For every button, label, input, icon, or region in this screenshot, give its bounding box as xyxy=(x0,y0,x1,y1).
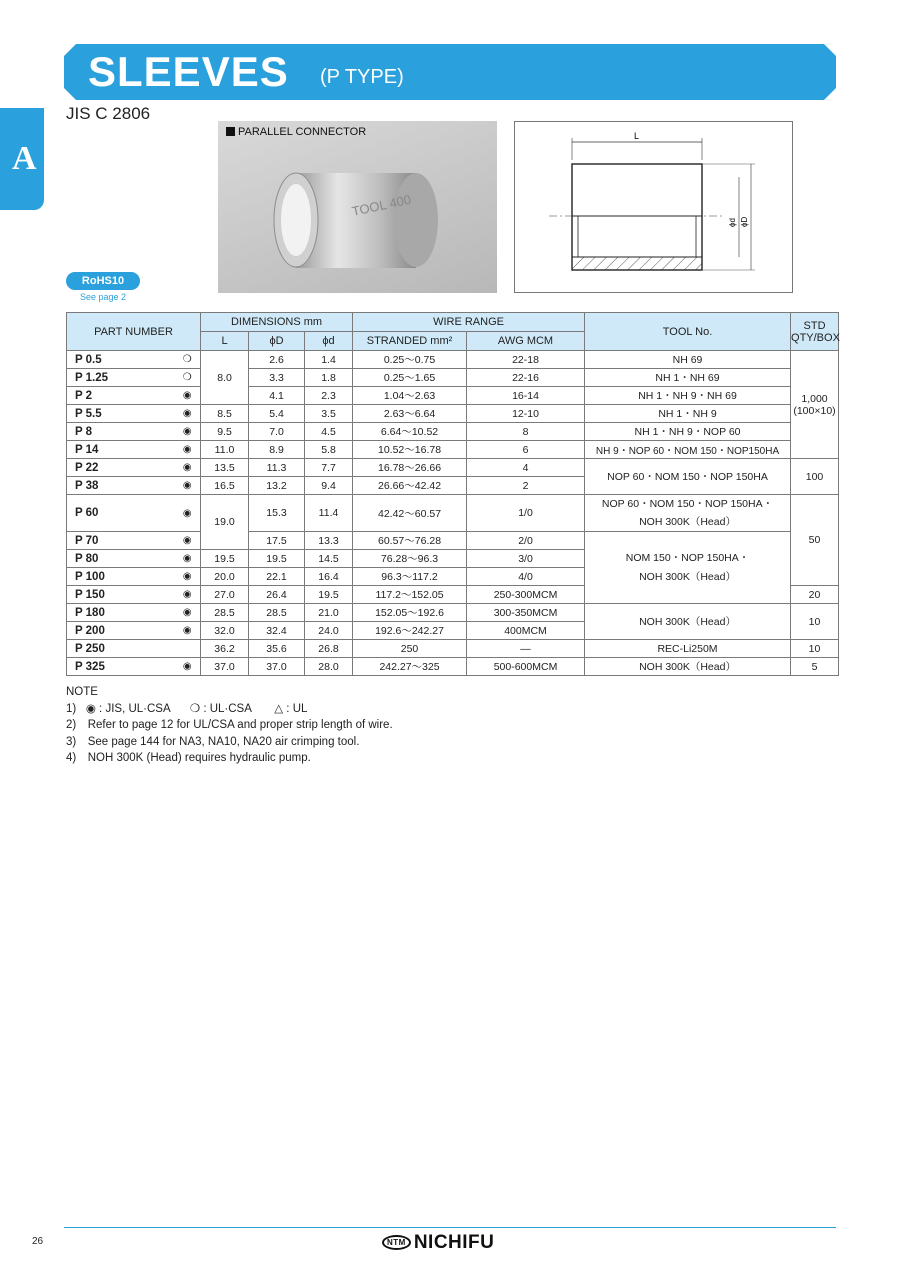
dim-L: 20.0 xyxy=(201,568,249,586)
dim-L: 19.0 xyxy=(201,495,249,550)
dim-d: 21.0 xyxy=(305,604,353,622)
part-number: P 2 xyxy=(67,387,175,405)
awg-range: 6 xyxy=(467,441,585,459)
page-number: 26 xyxy=(32,1236,44,1247)
header-awg: AWG MCM xyxy=(467,332,585,351)
std-qty: 50 xyxy=(791,495,839,586)
part-number: P 325 xyxy=(67,658,175,676)
awg-range: 2 xyxy=(467,477,585,495)
sleeve-photo-illustration xyxy=(218,121,497,293)
part-number: P 8 xyxy=(67,423,175,441)
part-number: P 80 xyxy=(67,550,175,568)
note-2: 2) Refer to page 12 for UL/CSA and proper strip length of wire. xyxy=(66,719,393,731)
photo-stamp-text: TOOL 400 xyxy=(350,191,413,219)
cert-mark: ◉ xyxy=(175,405,201,423)
std-qty: 20 xyxy=(791,586,839,604)
rohs-see-page: See page 2 xyxy=(80,292,127,302)
footer-divider xyxy=(64,1227,836,1228)
tool-number: NOH 300K（Head） xyxy=(585,604,791,640)
notes-section xyxy=(66,684,393,767)
brand-name: NICHIFU xyxy=(413,1232,495,1253)
tool-number: NOM 150・NOP 150HA・ xyxy=(625,551,750,564)
table-row xyxy=(67,351,839,369)
rohs-badge: RoHS10 xyxy=(66,272,140,290)
cert-mark: ◉ xyxy=(175,658,201,676)
tool-number: NH 1・NH 69 xyxy=(585,369,791,387)
awg-range: 12-10 xyxy=(467,405,585,423)
stranded-range: 192.6～242.27 xyxy=(353,622,467,640)
note-4: 4) NOH 300K (Head) requires hydraulic pump. xyxy=(66,752,311,764)
tool-number: NH 1・NH 9 xyxy=(585,405,791,423)
notes-title: NOTE xyxy=(66,686,98,698)
part-number: P 60 xyxy=(67,495,175,532)
tool-number-cell xyxy=(585,532,791,604)
cert-mark: ❍ xyxy=(175,351,201,369)
cert-mark: ◉ xyxy=(175,622,201,640)
dim-d: 7.7 xyxy=(305,459,353,477)
table-row xyxy=(67,532,839,550)
awg-range: 22-16 xyxy=(467,369,585,387)
dim-L: 8.5 xyxy=(201,405,249,423)
standard-label: JIS C 2806 xyxy=(66,104,151,123)
awg-range: 16-14 xyxy=(467,387,585,405)
cert-mark: ◉ xyxy=(175,495,201,532)
tool-number: NH 1・NH 9・NOP 60 xyxy=(585,423,791,441)
dim-L: 9.5 xyxy=(201,423,249,441)
dim-d: 24.0 xyxy=(305,622,353,640)
awg-range: 3/0 xyxy=(467,550,585,568)
tool-number: NH 1・NH 9・NH 69 xyxy=(585,387,791,405)
table-row xyxy=(67,640,839,658)
part-number: P 22 xyxy=(67,459,175,477)
part-number: P 150 xyxy=(67,586,175,604)
header-wire-range: WIRE RANGE xyxy=(353,313,585,332)
stranded-range: 2.63～6.64 xyxy=(353,405,467,423)
dim-D: 13.2 xyxy=(249,477,305,495)
cert-mark: ◉ xyxy=(175,441,201,459)
dim-d: 1.8 xyxy=(305,369,353,387)
stranded-range: 76.28～96.3 xyxy=(353,550,467,568)
cert-mark: ◉ xyxy=(175,586,201,604)
dim-d: 2.3 xyxy=(305,387,353,405)
tool-number: NOP 60・NOM 150・NOP 150HA xyxy=(585,459,791,495)
dim-L: 8.0 xyxy=(201,351,249,405)
awg-range: — xyxy=(467,640,585,658)
note-3: 3) See page 144 for NA3, NA10, NA20 air crimping tool. xyxy=(66,735,360,748)
part-number: P 70 xyxy=(67,532,175,550)
tool-number: NOH 300K（Head） xyxy=(585,658,791,676)
dim-D: 3.3 xyxy=(249,369,305,387)
product-photo xyxy=(218,121,497,293)
part-number: P 250 xyxy=(67,640,175,658)
stranded-range: 242.27～325 xyxy=(353,658,467,676)
table-row xyxy=(67,459,839,477)
part-number: P 38 xyxy=(67,477,175,495)
cert-mark: ◉ xyxy=(175,459,201,477)
table-row xyxy=(67,423,839,441)
dim-d: 13.3 xyxy=(305,532,353,550)
dim-D: 4.1 xyxy=(249,387,305,405)
awg-range: 4 xyxy=(467,459,585,477)
stranded-range: 60.57～76.28 xyxy=(353,532,467,550)
tool-number: NOP 60・NOM 150・NOP 150HA・ xyxy=(601,498,774,510)
table-row xyxy=(67,604,839,622)
dim-d: 1.4 xyxy=(305,351,353,369)
tool-number: REC-Li250M xyxy=(585,640,791,658)
dim-D: 37.0 xyxy=(249,658,305,676)
dim-d: 16.4 xyxy=(305,568,353,586)
dim-D: 8.9 xyxy=(249,441,305,459)
dim-d: 19.5 xyxy=(305,586,353,604)
brand-logo xyxy=(382,1232,494,1254)
tool-number: NH 69 xyxy=(585,351,791,369)
dim-D: 32.4 xyxy=(249,622,305,640)
part-number: P 1.25 xyxy=(67,369,175,387)
sleeve-cross-section xyxy=(515,122,792,292)
table-row xyxy=(67,441,839,459)
std-qty: 1,000 xyxy=(801,392,828,405)
header-stranded: STRANDED mm² xyxy=(353,332,467,351)
stranded-range: 0.25～1.65 xyxy=(353,369,467,387)
header-L: L xyxy=(201,332,249,351)
stranded-range: 10.52～16.78 xyxy=(353,441,467,459)
awg-range: 250-300MCM xyxy=(467,586,585,604)
dim-d: 26.8 xyxy=(305,640,353,658)
awg-range: 4/0 xyxy=(467,568,585,586)
header-part-number: PART NUMBER xyxy=(67,313,201,351)
dim-D: 22.1 xyxy=(249,568,305,586)
std-qty: 10 xyxy=(791,640,839,658)
stranded-range: 96.3～117.2 xyxy=(353,568,467,586)
awg-range: 300-350MCM xyxy=(467,604,585,622)
table-row xyxy=(67,387,839,405)
part-number: P 200 xyxy=(67,622,175,640)
std-qty: 100 xyxy=(791,459,839,495)
dim-L: 13.5 xyxy=(201,459,249,477)
page-subtitle: (P TYPE) xyxy=(320,66,404,88)
dim-d: 5.8 xyxy=(305,441,353,459)
note-1-ul: △ : UL xyxy=(274,702,308,715)
header-d: ϕd xyxy=(305,332,353,351)
header-D: ϕD xyxy=(249,332,305,351)
note-1 xyxy=(66,701,393,718)
length-label: L xyxy=(634,131,640,141)
stranded-range: 6.64～10.52 xyxy=(353,423,467,441)
stranded-range: 1.04～2.63 xyxy=(353,387,467,405)
std-qty: 10 xyxy=(791,604,839,640)
dim-D: 7.0 xyxy=(249,423,305,441)
header-dimensions: DIMENSIONS mm xyxy=(201,313,353,332)
stranded-range: 16.78～26.66 xyxy=(353,459,467,477)
cert-mark: ◉ xyxy=(175,532,201,550)
awg-range: 500-600MCM xyxy=(467,658,585,676)
table-row xyxy=(67,405,839,423)
part-number: P 14 xyxy=(67,441,175,459)
tool-number-cell xyxy=(585,495,791,532)
note-1-number: 1) xyxy=(66,702,77,715)
section-tab-letter: A xyxy=(12,140,37,177)
cert-mark: ◉ xyxy=(175,387,201,405)
awg-range: 1/0 xyxy=(467,495,585,532)
table-row xyxy=(67,658,839,676)
stranded-range: 250 xyxy=(353,640,467,658)
dim-d: 14.5 xyxy=(305,550,353,568)
header-std-qty xyxy=(791,313,839,351)
awg-range: 400MCM xyxy=(467,622,585,640)
tool-number-line2: NOH 300K（Head） xyxy=(639,570,736,583)
std-qty: 5 xyxy=(791,658,839,676)
dim-d: 3.5 xyxy=(305,405,353,423)
stranded-range: 117.2～152.05 xyxy=(353,586,467,604)
stranded-range: 26.66～42.42 xyxy=(353,477,467,495)
stranded-range: 42.42～60.57 xyxy=(353,495,467,532)
dim-D: 19.5 xyxy=(249,550,305,568)
part-number: P 5.5 xyxy=(67,405,175,423)
photo-label xyxy=(226,126,366,138)
awg-range: 8 xyxy=(467,423,585,441)
ntm-logo-mark: NTM xyxy=(382,1235,411,1250)
dim-D: 2.6 xyxy=(249,351,305,369)
std-qty-detail: (100×10) xyxy=(793,404,836,417)
outer-diameter-label: ϕD xyxy=(740,216,749,227)
header-tool: TOOL No. xyxy=(585,313,791,351)
dim-L: 28.5 xyxy=(201,604,249,622)
photo-label-text: PARALLEL CONNECTOR xyxy=(238,126,367,138)
dim-D: 26.4 xyxy=(249,586,305,604)
cert-mark xyxy=(175,640,201,658)
dim-L: 36.2 xyxy=(201,640,249,658)
dim-L: 11.0 xyxy=(201,441,249,459)
dim-D: 35.6 xyxy=(249,640,305,658)
dim-L: 27.0 xyxy=(201,586,249,604)
cert-mark: ❍ xyxy=(175,369,201,387)
cert-mark: ◉ xyxy=(175,423,201,441)
note-1-jis: ◉ : JIS, UL·CSA xyxy=(85,702,171,715)
stranded-range: 152.05～192.6 xyxy=(353,604,467,622)
dim-L: 32.0 xyxy=(201,622,249,640)
dim-D: 5.4 xyxy=(249,405,305,423)
page-title: SLEEVES xyxy=(88,48,289,95)
dim-D: 11.3 xyxy=(249,459,305,477)
dim-D: 28.5 xyxy=(249,604,305,622)
note-1-ulcsa: ❍ : UL·CSA xyxy=(189,702,252,715)
table-row xyxy=(67,495,839,532)
std-qty-cell xyxy=(791,351,839,459)
dim-d: 4.5 xyxy=(305,423,353,441)
technical-drawing xyxy=(514,121,793,293)
dim-d: 28.0 xyxy=(305,658,353,676)
dim-L: 37.0 xyxy=(201,658,249,676)
header-qty-box: QTY/BOX xyxy=(791,331,840,344)
dim-L: 16.5 xyxy=(201,477,249,495)
stranded-range: 0.25～0.75 xyxy=(353,351,467,369)
cert-mark: ◉ xyxy=(175,568,201,586)
dim-d: 11.4 xyxy=(305,495,353,532)
part-number: P 0.5 xyxy=(67,351,175,369)
dim-L: 19.5 xyxy=(201,550,249,568)
tool-number-line2: NOH 300K（Head） xyxy=(639,516,736,528)
header-std: STD xyxy=(803,319,826,332)
dim-d: 9.4 xyxy=(305,477,353,495)
tool-number: NH 9・NOP 60・NOM 150・NOP150HA xyxy=(585,441,791,459)
table-row xyxy=(67,369,839,387)
awg-range: 2/0 xyxy=(467,532,585,550)
cert-mark: ◉ xyxy=(175,550,201,568)
cert-mark: ◉ xyxy=(175,604,201,622)
dim-D: 15.3 xyxy=(249,495,305,532)
dim-D: 17.5 xyxy=(249,532,305,550)
part-number: P 180 xyxy=(67,604,175,622)
cert-mark: ◉ xyxy=(175,477,201,495)
awg-range: 22-18 xyxy=(467,351,585,369)
spec-table xyxy=(66,312,839,676)
inner-diameter-label: ϕd xyxy=(728,218,737,227)
part-number: P 100 xyxy=(67,568,175,586)
